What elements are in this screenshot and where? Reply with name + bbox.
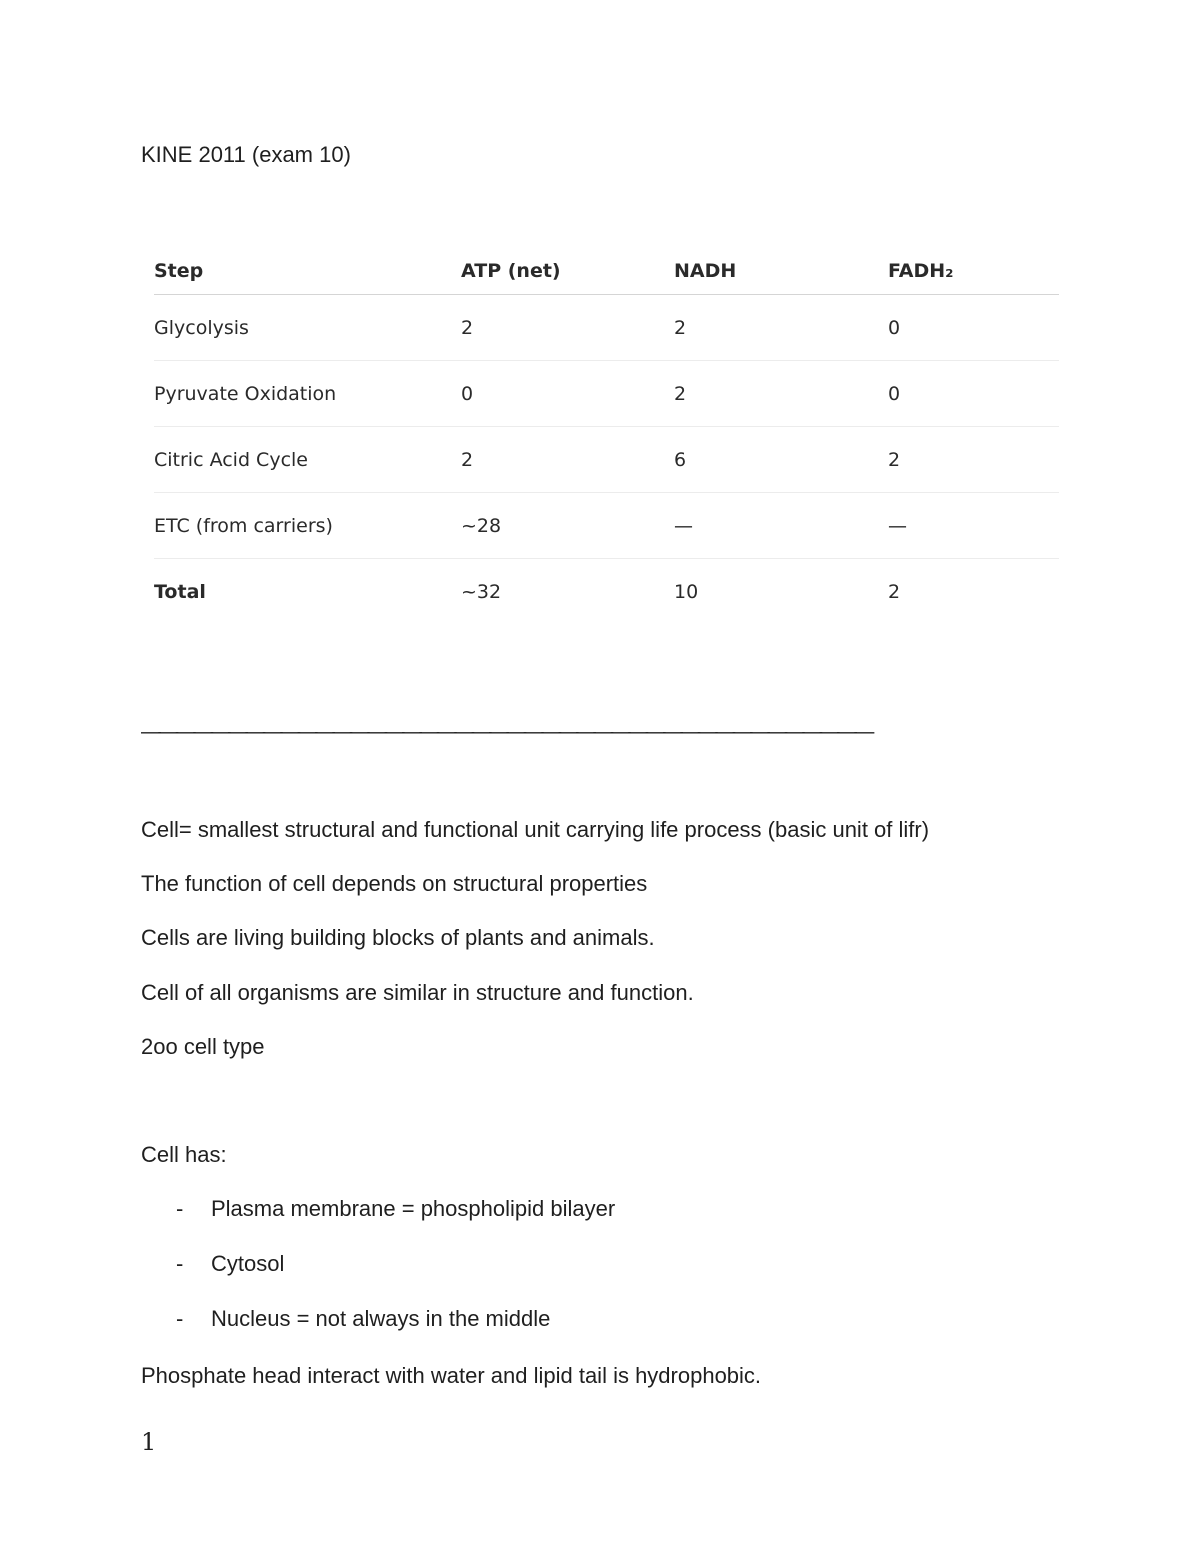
- cell-nadh: 2: [674, 361, 888, 427]
- cell-fadh2: 0: [888, 295, 1059, 361]
- cell-nadh: 2: [674, 295, 888, 361]
- bullet-mark: -: [176, 1306, 184, 1331]
- bullet-mark: -: [176, 1251, 184, 1276]
- cell-atp: 2: [461, 427, 674, 493]
- cell-atp: 0: [461, 361, 674, 427]
- cell-atp: ~28: [461, 493, 674, 559]
- paragraph-cell-function: The function of cell depends on structural properties: [141, 871, 648, 896]
- cell-atp: ~32: [461, 580, 502, 603]
- cell-has-heading: Cell has:: [141, 1142, 227, 1167]
- document-title: KINE 2011 (exam 10): [141, 142, 351, 167]
- header-nadh: NADH: [674, 248, 888, 295]
- cell-fadh2: 2: [888, 580, 901, 603]
- paragraph-similar-structure: Cell of all organisms are similar in structure and function.: [141, 980, 694, 1005]
- cell-step: ETC (from carriers): [154, 493, 461, 559]
- header-step: Step: [154, 248, 461, 295]
- atp-yield-table: [154, 248, 1059, 624]
- cell-nadh: 6: [674, 427, 888, 493]
- cell-fadh2: 0: [888, 361, 1059, 427]
- table-row: [154, 427, 1059, 493]
- cell-step: Citric Acid Cycle: [154, 427, 461, 493]
- list-item: [176, 1196, 615, 1222]
- list-item: [176, 1251, 284, 1277]
- cell-step: Glycolysis: [154, 295, 461, 361]
- cell-nadh: 10: [674, 580, 699, 603]
- cell-nadh: —: [674, 493, 888, 559]
- list-item-text: Cytosol: [211, 1251, 285, 1276]
- header-fadh2: FADH₂: [888, 248, 1059, 295]
- cell-fadh2: —: [888, 493, 1059, 559]
- table-header-row: [154, 248, 1059, 295]
- paragraph-cell-definition: Cell= smallest structural and functional unit carrying life process (basic unit of lifr): [141, 817, 930, 842]
- table-row: [154, 295, 1059, 361]
- bullet-mark: -: [176, 1196, 184, 1221]
- table-row: [154, 361, 1059, 427]
- atp-yield-table-container: [154, 248, 1059, 624]
- cell-fadh2: 2: [888, 427, 1059, 493]
- paragraph-phospholipid: Phosphate head interact with water and lipid tail is hydrophobic.: [141, 1363, 762, 1388]
- header-atp: ATP (net): [461, 248, 674, 295]
- cell-step: Pyruvate Oxidation: [154, 361, 461, 427]
- table-row: [154, 493, 1059, 559]
- list-item-text: Nucleus = not always in the middle: [211, 1306, 551, 1331]
- paragraph-building-blocks: Cells are living building blocks of plants and animals.: [141, 925, 655, 950]
- paragraph-cell-types: 2oo cell type: [141, 1034, 265, 1059]
- page-number: 1: [141, 1428, 157, 1456]
- list-item-text: Plasma membrane = phospholipid bilayer: [211, 1196, 616, 1221]
- cell-atp: 2: [461, 295, 674, 361]
- table-total-row: [154, 559, 1059, 625]
- separator-line: ——————————————————————————————————————————: [141, 721, 872, 743]
- list-item: [176, 1306, 550, 1332]
- cell-step: Total: [154, 580, 206, 603]
